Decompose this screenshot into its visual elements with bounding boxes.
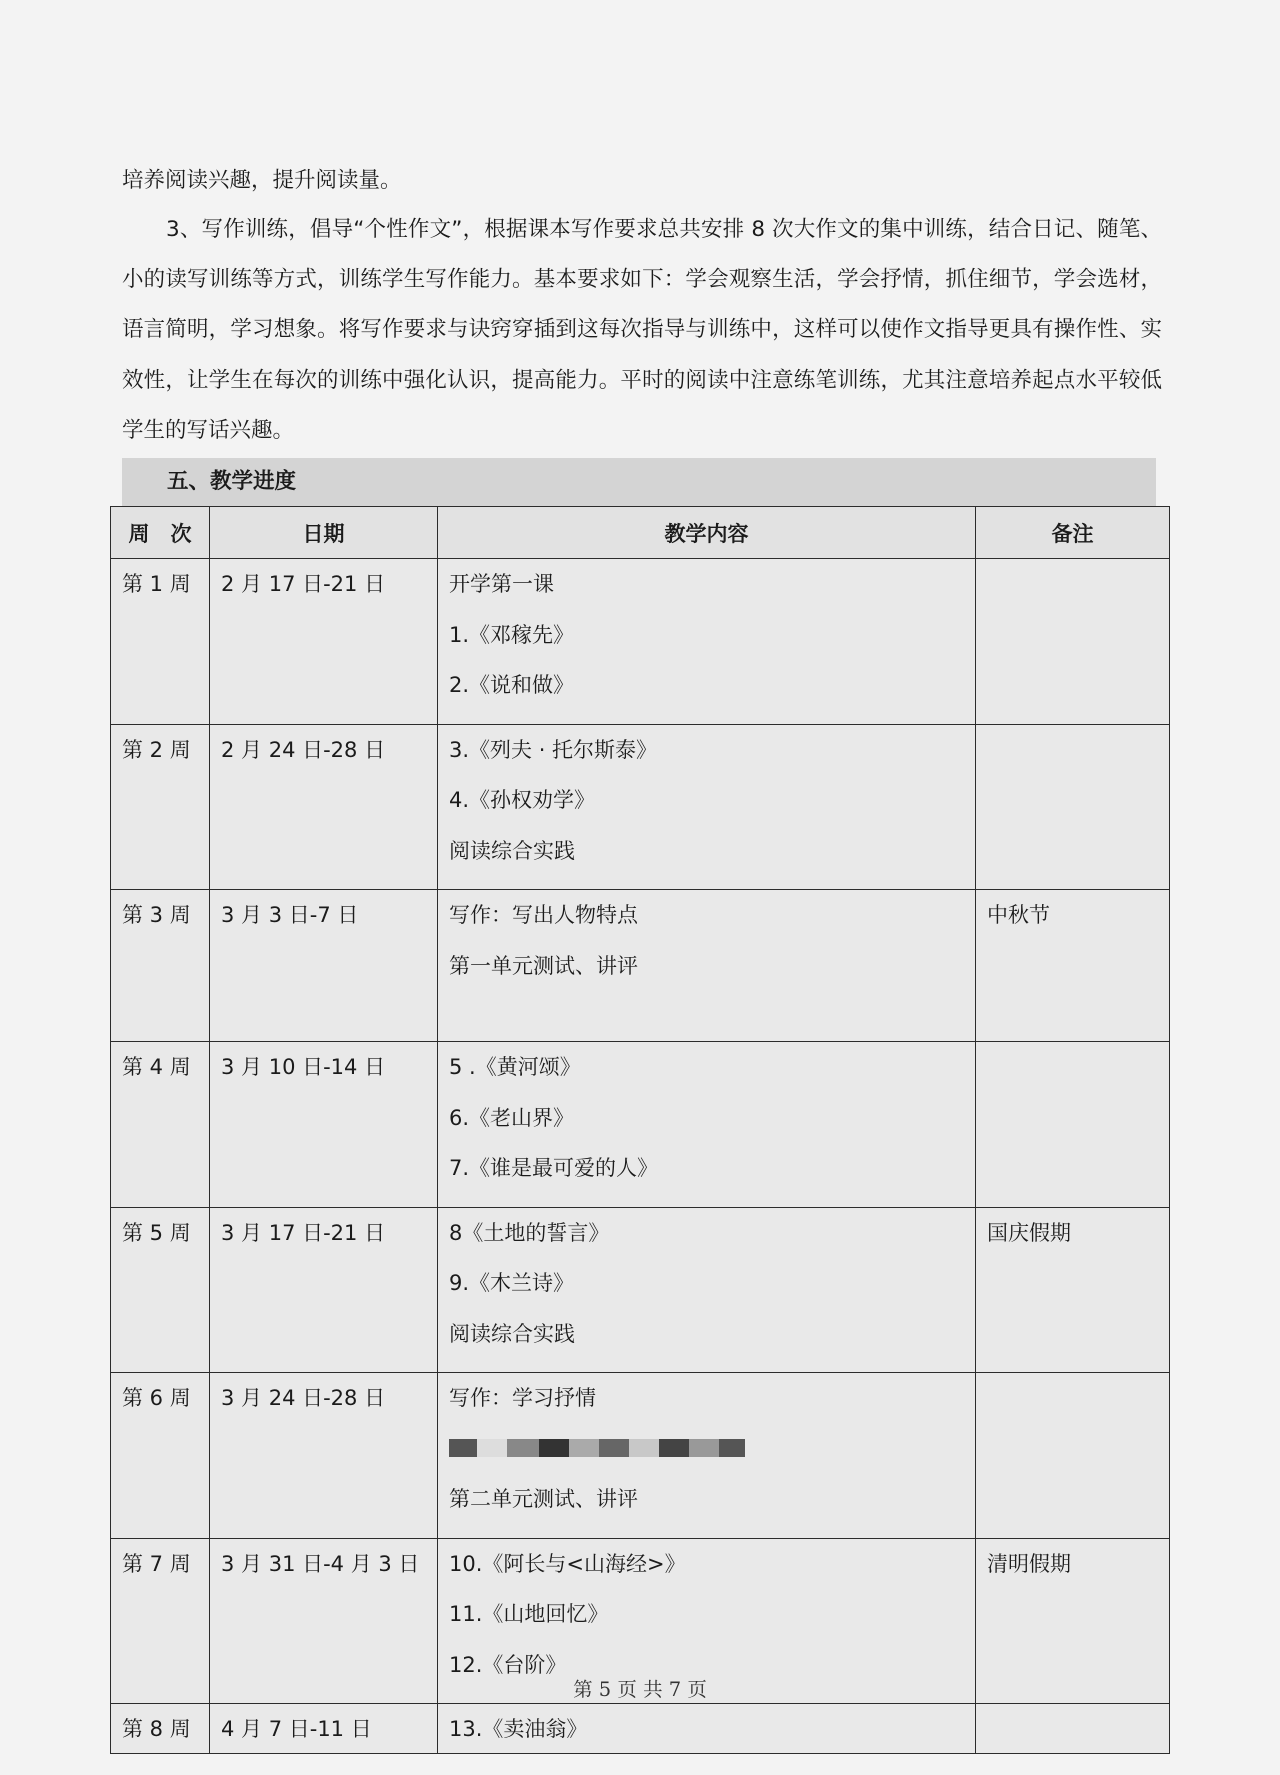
table-header-row xyxy=(111,507,1170,559)
note-cell xyxy=(976,1207,1170,1373)
note-cell xyxy=(976,1042,1170,1208)
date-label: 3 月 24 日-28 日 xyxy=(221,1386,386,1410)
content-line: 6.《老山界》 xyxy=(449,1105,575,1130)
table-row xyxy=(111,1042,1170,1208)
body-paragraph-1: 培养阅读兴趣，提升阅读量。 xyxy=(122,168,402,193)
content-line: 1.《邓稼先》 xyxy=(449,622,575,647)
note-label xyxy=(976,1373,1169,1386)
content-line: 11.《山地回忆》 xyxy=(449,1602,609,1626)
week-label: 第 1 周 xyxy=(122,572,191,596)
note-cell xyxy=(976,890,1170,1042)
content-cell xyxy=(438,890,976,1042)
content-line: 10.《阿长与<山海经>》 xyxy=(449,1551,686,1576)
week-cell xyxy=(111,724,210,890)
content-line: 8《土地的誓言》 xyxy=(449,1220,610,1245)
note-label xyxy=(976,1042,1169,1055)
header-content: 教学内容 xyxy=(438,507,976,559)
week-label: 第 2 周 xyxy=(122,737,191,762)
content-line: 5 .《黄河颂》 xyxy=(449,1055,581,1079)
date-cell xyxy=(210,890,438,1042)
note-label xyxy=(976,725,1169,738)
content-cell xyxy=(438,559,976,725)
header-week: 周 次 xyxy=(111,507,210,559)
date-cell xyxy=(210,559,438,725)
note-cell xyxy=(976,1704,1170,1754)
content-line: 13.《卖油翁》 xyxy=(449,1717,588,1741)
section-heading: 五、教学进度 xyxy=(122,458,1156,506)
body-paragraph-2: 3、写作训练，倡导“个性作文”，根据课本写作要求总共安排 8 次大作文的集中训练，结合日记、随笔、小的读写训练等方式，训练学生写作能力。基本要求如下：学会观察生活，学会抒情，抓住细节，学会选材，语言简明，学习想象。将写作要求与诀窍穿插到这每次指导与训练中，这样可以使作文指导更具有操作性、实效性，让学生在每次的训练中强化认识，提高能力。平时的阅读中注意练笔训练，尤其注意培养起点水平较低学生的写话兴趣。 xyxy=(122,217,1162,443)
week-label: 第 5 周 xyxy=(122,1220,191,1245)
date-label: 2 月 24 日-28 日 xyxy=(221,737,386,762)
content-line: 写作：写出人物特点 xyxy=(449,903,638,927)
content-line: 4.《孙权劝学》 xyxy=(449,788,596,812)
table-row xyxy=(111,890,1170,1042)
content-line: 12.《台阶》 xyxy=(449,1652,567,1677)
note-label: 清明假期 xyxy=(987,1551,1071,1576)
content-cell xyxy=(438,1704,976,1754)
date-label: 4 月 7 日-11 日 xyxy=(221,1717,372,1741)
content-line: 阅读综合实践 xyxy=(449,1321,575,1346)
content-line: 第一单元测试、讲评 xyxy=(449,953,638,978)
note-cell xyxy=(976,559,1170,725)
week-cell xyxy=(111,559,210,725)
week-cell xyxy=(111,1373,210,1539)
content-line: 写作：学习抒情 xyxy=(449,1386,596,1410)
content-line: 3.《列夫 · 托尔斯泰》 xyxy=(449,737,658,762)
week-label: 第 3 周 xyxy=(122,903,191,927)
content-line: 阅读综合实践 xyxy=(449,838,575,863)
date-label: 2 月 17 日-21 日 xyxy=(221,572,386,596)
table-row xyxy=(111,559,1170,725)
date-label: 3 月 17 日-21 日 xyxy=(221,1220,386,1245)
note-cell xyxy=(976,1373,1170,1539)
note-label xyxy=(976,559,1169,572)
date-label: 3 月 10 日-14 日 xyxy=(221,1055,386,1079)
week-label: 第 7 周 xyxy=(122,1551,191,1576)
date-cell xyxy=(210,1704,438,1754)
week-label: 第 6 周 xyxy=(122,1386,191,1410)
date-label: 3 月 3 日-7 日 xyxy=(221,903,359,927)
week-label: 第 8 周 xyxy=(122,1717,191,1741)
page-number: 第 5 页 共 7 页 xyxy=(573,1678,707,1701)
content-line: 开学第一课 xyxy=(449,572,554,596)
week-cell xyxy=(111,1207,210,1373)
content-cell xyxy=(438,724,976,890)
table-row xyxy=(111,1704,1170,1754)
week-cell xyxy=(111,1704,210,1754)
date-label: 3 月 31 日-4 月 3 日 xyxy=(221,1551,420,1576)
week-label: 第 4 周 xyxy=(122,1055,191,1079)
content-line: 2.《说和做》 xyxy=(449,673,575,697)
content-cell xyxy=(438,1042,976,1208)
date-cell xyxy=(210,724,438,890)
note-cell xyxy=(976,724,1170,890)
redacted-mosaic xyxy=(449,1439,745,1457)
header-date: 日期 xyxy=(210,507,438,559)
table-row xyxy=(111,1373,1170,1539)
content-line: 7.《谁是最可爱的人》 xyxy=(449,1156,659,1180)
header-note: 备注 xyxy=(976,507,1170,559)
content-line: 第二单元测试、讲评 xyxy=(449,1487,638,1511)
date-cell xyxy=(210,1373,438,1539)
content-line: 9.《木兰诗》 xyxy=(449,1271,575,1295)
note-label: 国庆假期 xyxy=(987,1220,1071,1245)
date-cell xyxy=(210,1042,438,1208)
content-cell xyxy=(438,1207,976,1373)
note-label xyxy=(976,1704,1169,1717)
content-cell xyxy=(438,1373,976,1539)
week-cell xyxy=(111,890,210,1042)
week-cell xyxy=(111,1042,210,1208)
schedule-table xyxy=(110,506,1170,1754)
redacted-line xyxy=(449,1437,964,1488)
note-label: 中秋节 xyxy=(987,903,1050,927)
date-cell xyxy=(210,1207,438,1373)
table-row xyxy=(111,1207,1170,1373)
table-row xyxy=(111,724,1170,890)
